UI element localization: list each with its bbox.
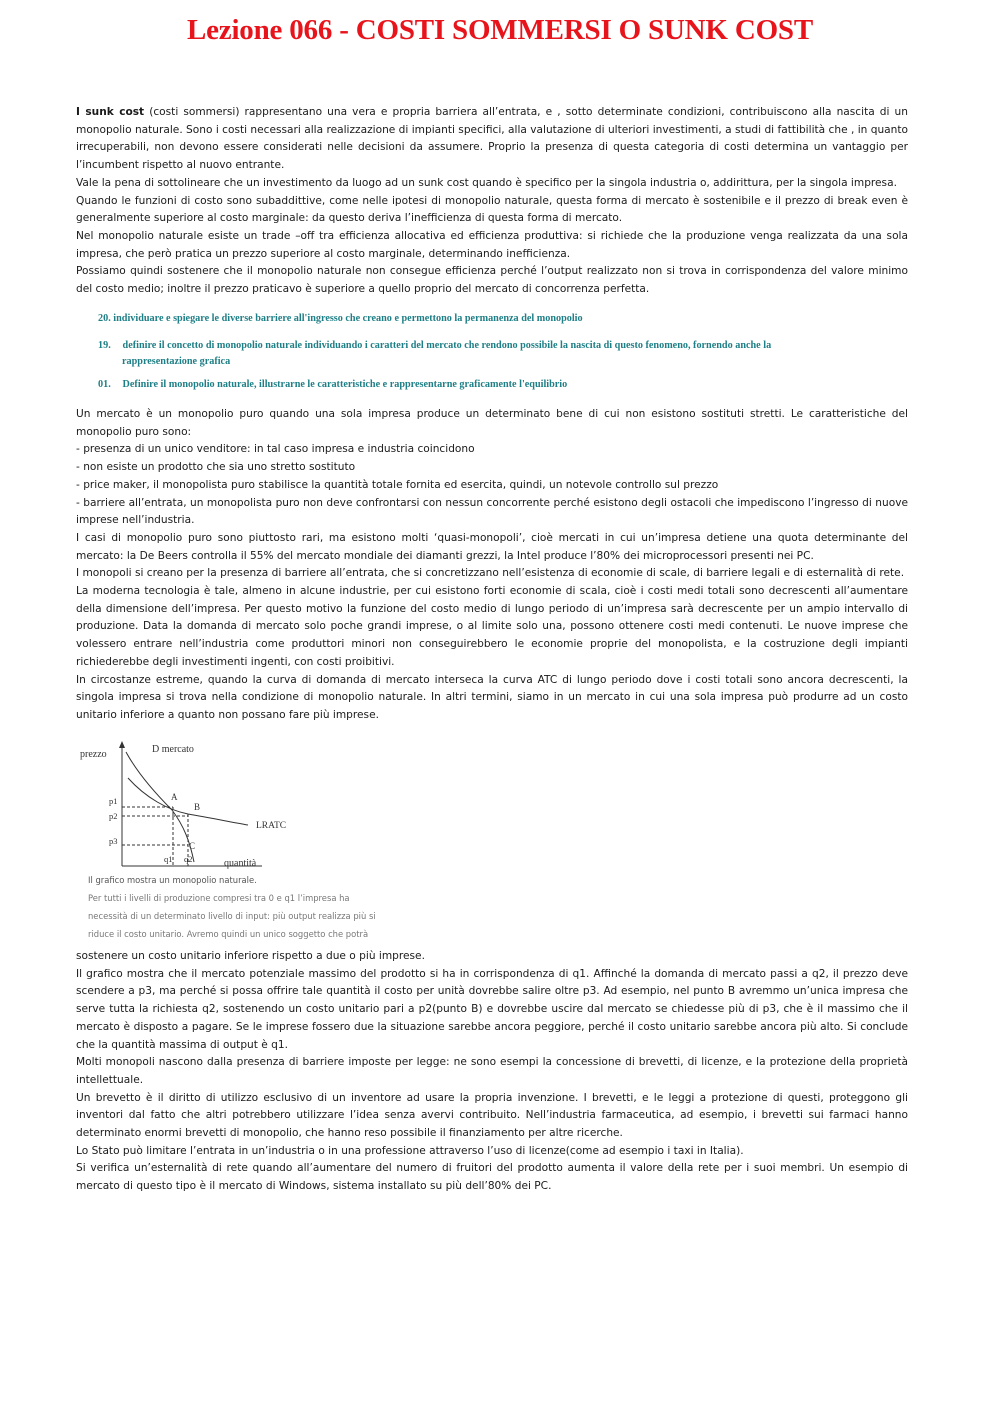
q1-label: q1 (164, 854, 173, 864)
objective-text: Definire il monopolio naturale, illustrarne le caratteristiche e rappresentarne graficamente l'equilibrio (122, 379, 568, 390)
y-axis-arrow (119, 741, 125, 748)
objective-20 (98, 311, 898, 327)
objective-number: 20. (98, 313, 111, 324)
monopoly-paragraph-2: I casi di monopolio puro sono piuttosto rari, ma esistono molti ‘quasi-monopoli’, cioè mercati in cui un’impresa detiene una quota determinante del mercato: la De Beers controlla il 55% del mercato mondiale dei diamanti grezzi, la Intel produce l’80% dei microprocessori presenti nei PC. (76, 531, 908, 562)
intro-section (76, 104, 908, 299)
list-item: - barriere all’entrata, un monopolista puro non deve confrontarsi con nessun concorrente perché esistono degli ostacoli che impediscono l’ingresso di nuove imprese nell’industria. (76, 496, 908, 527)
caption-line: Il grafico mostra un monopolio naturale. (88, 875, 257, 885)
point-b-label: B (194, 802, 201, 812)
point-a-label: A (171, 792, 178, 802)
natural-monopoly-graph (76, 738, 306, 874)
figure-caption (88, 871, 388, 943)
lratc-label: LRATC (256, 821, 287, 831)
objective-number: 01. (98, 379, 111, 390)
intro-paragraph-4: Nel monopolio naturale esiste un trade –off tra efficienza allocativa ed efficienza produttiva: si richiede che la produzione venga realizzata da una sola impresa, che però pratica un prezzo superiore al costo marginale, determinando inefficienza. (76, 229, 908, 260)
list-item: - non esiste un prodotto che sia uno stretto sostituto (76, 461, 356, 474)
x-axis-label: quantità (224, 858, 257, 869)
monopoly-paragraph-4: La moderna tecnologia è tale, almeno in alcune industrie, per cui esistono forti economie di scala, cioè i costi medi totali sono decrescenti all’aumentare della dimensione dell’impresa. Per questo motivo la funzione del costo medio di lungo periodo di un’impresa sarà decrescente per un ampio intervallo di produzione. Data la domanda di mercato solo poche grandi imprese, o al limite solo una, possono ottenere costi medi contenuti. Le nuove imprese che volessero entrare nell’industria come produttori minori non conseguirebbero le economie proprie del monopolista, e la costruzione degli impianti richiederebbe degli investimenti ingenti, con costi proibitivi. (76, 585, 908, 668)
page-title: Lezione 066 - COSTI SOMMERSI O SUNK COST (186, 14, 814, 46)
objective-19 (98, 338, 898, 370)
p2-label: p2 (109, 811, 118, 821)
list-item: - presenza di un unico venditore: in tal caso impresa e industria coincidono (76, 443, 475, 456)
intro-paragraph-1 (76, 104, 908, 175)
monopoly-paragraph-3: I monopoli si creano per la presenza di barriere all’entrata, che si concretizzano nell’esistenza di economie di scale, di barriere legali e di esternalità di rete. (76, 567, 905, 580)
intro-paragraph-2: Vale la pena di sottolineare che un investimento da luogo ad un sunk cost quando è specifico per la singola industria o, addirittura, per la singola impresa. (76, 176, 897, 189)
intro-paragraph-3: Quando le funzioni di costo sono subaddittive, come nelle ipotesi di monopolio naturale, questa forma di mercato è sostenibile e il prezzo di break even è generalmente superiore al costo marginale: da questo deriva l’inefficienza di questa forma di mercato. (76, 194, 908, 225)
lratc-curve (128, 778, 248, 825)
conclusion-paragraph-4: Lo Stato può limitare l’entrata in un’industria o in una professione attraverso l’uso di licenze(come ad esempio i taxi in Italia). (76, 1144, 744, 1157)
monopoly-paragraph-5: In circostanze estreme, quando la curva di domanda di mercato interseca la curva ATC di lungo periodo dove i costi totali sono ancora decrescenti, la singola impresa si trova nella condizione di monopolio naturale. In altri termini, siamo in un mercato in cui una sola impresa può produrre ad un costo unitario inferiore a quanto non possano fare più imprese. (76, 673, 908, 721)
conclusion-paragraph-0: sostenere un costo unitario inferiore rispetto a due o più imprese. (76, 950, 425, 962)
objective-text: individuare e spiegare le diverse barriere all'ingresso che creano e permettono la permanenza del monopolio (113, 313, 583, 324)
p3-label: p3 (109, 836, 118, 846)
objective-text-line-2: rappresentazione grafica (122, 356, 231, 367)
sunk-cost-term: I sunk cost (76, 106, 145, 118)
conclusion-paragraph-2: Molti monopoli nascono dalla presenza di barriere imposte per legge: ne sono esempi la concessione di brevetti, di licenze, e la protezione della proprietà intellettuale. (76, 1056, 908, 1086)
caption-line: Per tutti i livelli di produzione compresi tra 0 e q1 l’impresa ha (88, 893, 350, 903)
conclusion-paragraph-5: Si verifica un’esternalità di rete quando all’aumentare del numero di fruitori del prodotto aumenta il valore della rete per i suoi membri. Un esempio di mercato di questo tipo è il mercato di Windows, sistema installato su più dell’80% dei PC. (76, 1162, 908, 1193)
q2-label: q2 (184, 854, 193, 864)
monopoly-paragraph-1: Un mercato è un monopolio puro quando una sola impresa produce un determinato bene di cui non esistono sostituti stretti. Le caratteristiche del monopolio puro sono: (76, 408, 908, 438)
objective-01 (98, 377, 898, 393)
caption-line: riduce il costo unitario. Avremo quindi un unico soggetto che potrà (88, 929, 369, 939)
caption-line: necessità di un determinato livello di input: più output realizza più si (88, 911, 376, 921)
conclusion-paragraph-3: Un brevetto è il diritto di utilizzo esclusivo di un inventore ad usare la propria invenzione. I brevetti, e le leggi a protezione di questi, proteggono gli inventori dal fatto che altri potrebbero utilizzare l’idea senza avervi contribuito. Nell’industria farmaceutica, ad esempio, i brevetti sui farmaci hanno determinato enormi brevetti di monopolio, che hanno reso possibile il finanziamento per altre ricerche. (76, 1091, 908, 1140)
conclusion-section (76, 948, 908, 1196)
objective-text-line-1: definire il concetto di monopolio naturale individuando i caratteri del mercato che rendono possibile la nascita di questo fenomeno, fornendo anche la (122, 340, 772, 351)
p1-label: p1 (109, 796, 118, 806)
demand-label: D mercato (152, 744, 194, 755)
intro-paragraph-5: Possiamo quindi sostenere che il monopolio naturale non consegue efficienza perché l’output realizzato non si trova in corrispondenza del valore minimo del costo medio; inoltre il prezzo praticavo è superiore a quello proprio del mercato di concorrenza perfetta. (76, 265, 908, 296)
intro-paragraph-1-text: (costi sommersi) rappresentano una vera e propria barriera all’entrata, e , sotto determinate condizioni, contribuiscono alla nascita di un monopolio naturale. Sono i costi necessari alla realizzazione di impianti specifici, alla valutazione di ulteriori investimenti, a studi di fattibilità che , in quanto irrecuperabili, non devono essere considerati nelle decisioni da assumere. Proprio la presenza di questa categoria di costi determina un vantaggio per l’incumbent rispetto al nuovo entrante. (76, 106, 908, 172)
conclusion-paragraph-1: Il grafico mostra che il mercato potenziale massimo del prodotto si ha in corrispondenza di q1. Affinché la domanda di mercato passi a q2, il prezzo deve scendere a p3, ma perché si possa offrire tale quantità il costo per unità dovrebbe salire oltre p3. Ad esempio, nel punto B avremmo un’unica impresa che serve tutta la richiesta q2, sostenendo un costo unitario pari a p2(punto B) e dovrebbe uscire dal mercato se chiedesse più di p3, che è il massimo che il mercato è disposto a pagare. Se le imprese fossero due la situazione sarebbe ancora peggiore, perché il costo unitario sarebbe ancora più alto. Si conclude che la quantità massima di output è q1. (76, 967, 908, 1051)
point-c-label: C (189, 841, 196, 851)
list-item: - price maker, il monopolista puro stabilisce la quantità totale fornita ed esercita, quindi, un notevole controllo sul prezzo (76, 478, 719, 491)
monopoly-section (76, 406, 908, 725)
y-axis-label: prezzo (80, 749, 107, 760)
objective-number: 19. (98, 340, 111, 351)
